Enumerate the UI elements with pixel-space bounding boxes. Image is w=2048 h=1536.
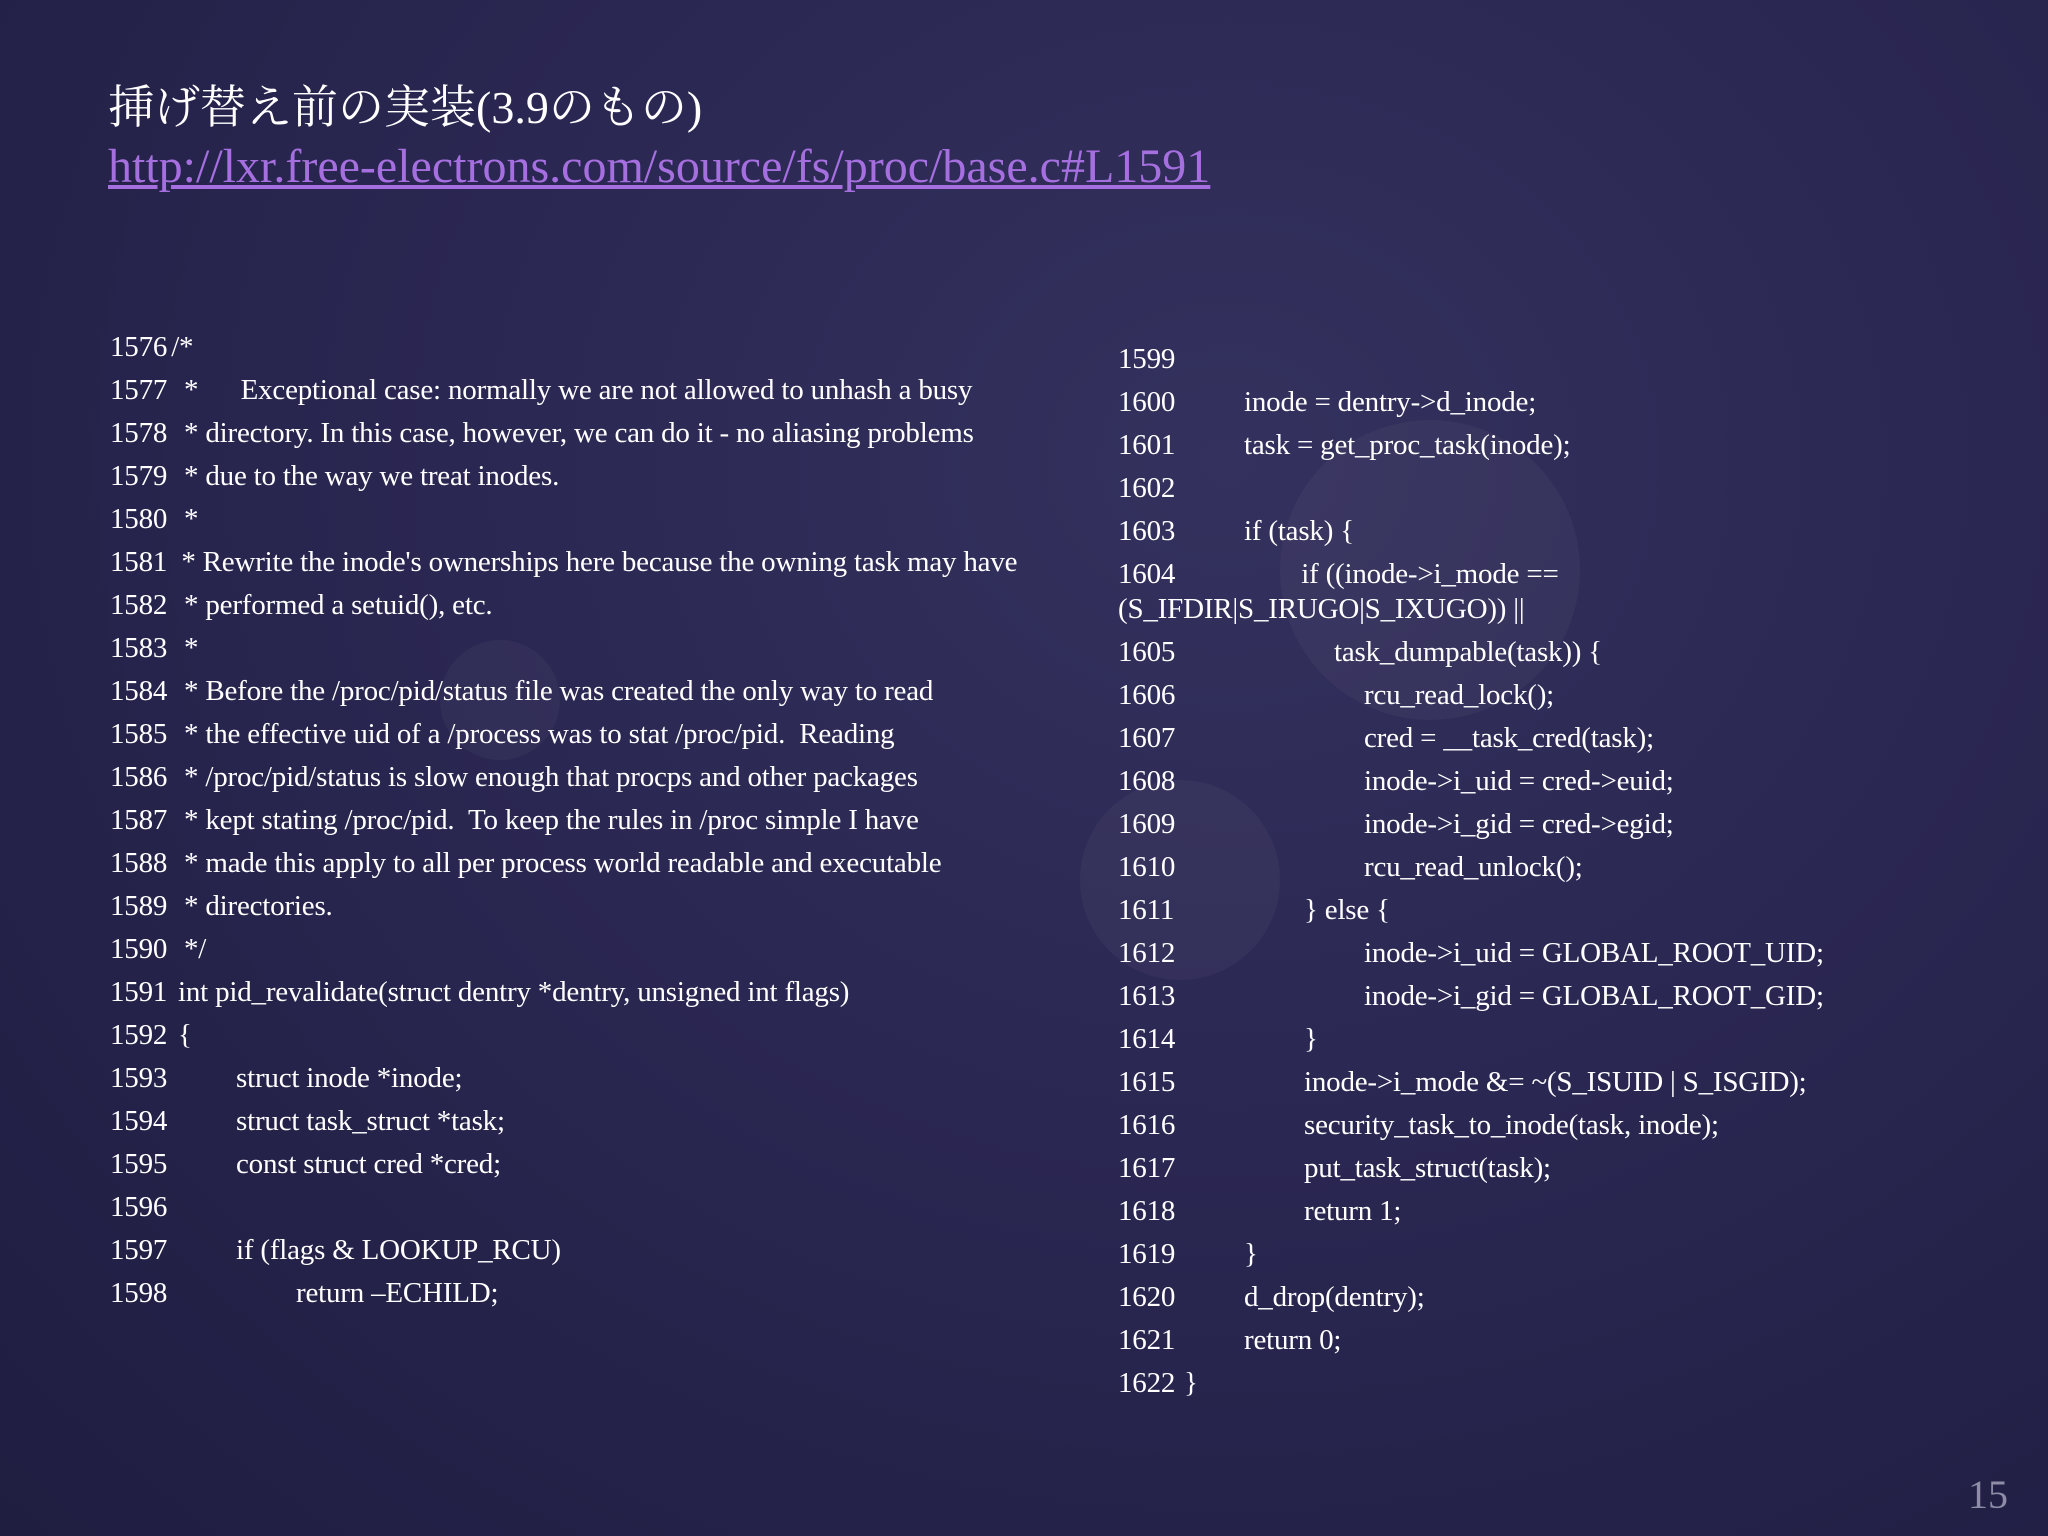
- code-line: 1583 *: [110, 632, 199, 664]
- code-line: 1576 /*: [110, 331, 194, 363]
- source-link[interactable]: http://lxr.free-electrons.com/source/fs/proc/base.c#L1591: [108, 140, 1211, 193]
- code-line: 1594 struct task_struct *task;: [110, 1105, 505, 1137]
- code-line: 1595 const struct cred *cred;: [110, 1148, 501, 1180]
- code-line: 1598 return –ECHILD;: [110, 1277, 499, 1309]
- code-line: 1608 inode->i_uid = cred->euid;: [1118, 765, 1674, 797]
- code-line: 1606 rcu_read_lock();: [1118, 679, 1555, 711]
- code-line: 1585 * the effective uid of a /process was to stat /proc/pid. Reading: [110, 718, 895, 750]
- slide-title: 挿げ替え前の実装(3.9のもの): [108, 82, 703, 133]
- code-line: 1601 task = get_proc_task(inode);: [1118, 429, 1571, 461]
- code-line: 1597 if (flags & LOOKUP_RCU): [110, 1234, 561, 1266]
- code-line: 1607 cred = __task_cred(task);: [1118, 722, 1654, 754]
- code-line: 1602: [1118, 472, 1176, 504]
- code-line: 1593 struct inode *inode;: [110, 1062, 463, 1094]
- code-line: 1622 }: [1118, 1367, 1198, 1399]
- code-line: 1609 inode->i_gid = cred->egid;: [1118, 808, 1674, 840]
- code-line: 1582 * performed a setuid(), etc.: [110, 589, 493, 621]
- code-line: 1592 {: [110, 1019, 192, 1051]
- code-line: 1600 inode = dentry->d_inode;: [1118, 386, 1537, 418]
- code-line: 1599: [1118, 343, 1176, 375]
- code-line: 1591 int pid_revalidate(struct dentry *dentry, unsigned int flags): [110, 976, 850, 1008]
- code-line: 1581 * Rewrite the inode's ownerships here because the owning task may have: [110, 546, 1018, 578]
- code-line: 1616 security_task_to_inode(task, inode);: [1118, 1109, 1719, 1141]
- code-line: 1615 inode->i_mode &= ~(S_ISUID | S_ISGID);: [1118, 1066, 1807, 1098]
- code-line: 1577 * Exceptional case: normally we are not allowed to unhash a busy: [110, 374, 973, 406]
- code-line: 1579 * due to the way we treat inodes.: [110, 460, 560, 492]
- code-line: 1614 }: [1118, 1023, 1318, 1055]
- code-line: 1587 * kept stating /proc/pid. To keep the rules in /proc simple I have: [110, 804, 919, 836]
- code-line: 1604 if ((inode->i_mode == (S_IFDIR|S_IRUGO|S_IXUGO)) ||: [1118, 558, 1559, 625]
- code-line: 1578 * directory. In this case, however, we can do it - no aliasing problems: [110, 417, 974, 449]
- code-column-right: [1118, 338, 1998, 1405]
- code-line: 1586 * /proc/pid/status is slow enough that procps and other packages: [110, 761, 918, 793]
- code-line: 1610 rcu_read_unlock();: [1118, 851, 1583, 883]
- code-line: 1589 * directories.: [110, 890, 333, 922]
- code-line: 1580 *: [110, 503, 199, 535]
- code-line: 1618 return 1;: [1118, 1195, 1402, 1227]
- code-line: 1596: [110, 1191, 168, 1223]
- code-line: 1617 put_task_struct(task);: [1118, 1152, 1551, 1184]
- code-line: 1621 return 0;: [1118, 1324, 1342, 1356]
- page-number: 15: [1968, 1472, 2008, 1517]
- code-line: 1605 task_dumpable(task)) {: [1118, 636, 1603, 668]
- code-line: 1588 * made this apply to all per process world readable and executable: [110, 847, 942, 879]
- code-line: 1619 }: [1118, 1238, 1258, 1270]
- code-line: 1584 * Before the /proc/pid/status file was created the only way to read: [110, 675, 934, 707]
- code-line: 1612 inode->i_uid = GLOBAL_ROOT_UID;: [1118, 937, 1824, 969]
- code-line: 1590 */: [110, 933, 207, 965]
- code-column-left: [110, 326, 1100, 1315]
- code-line: 1613 inode->i_gid = GLOBAL_ROOT_GID;: [1118, 980, 1824, 1012]
- code-line: 1611 } else {: [1118, 894, 1390, 926]
- code-line: 1603 if (task) {: [1118, 515, 1354, 547]
- code-line: 1620 d_drop(dentry);: [1118, 1281, 1425, 1313]
